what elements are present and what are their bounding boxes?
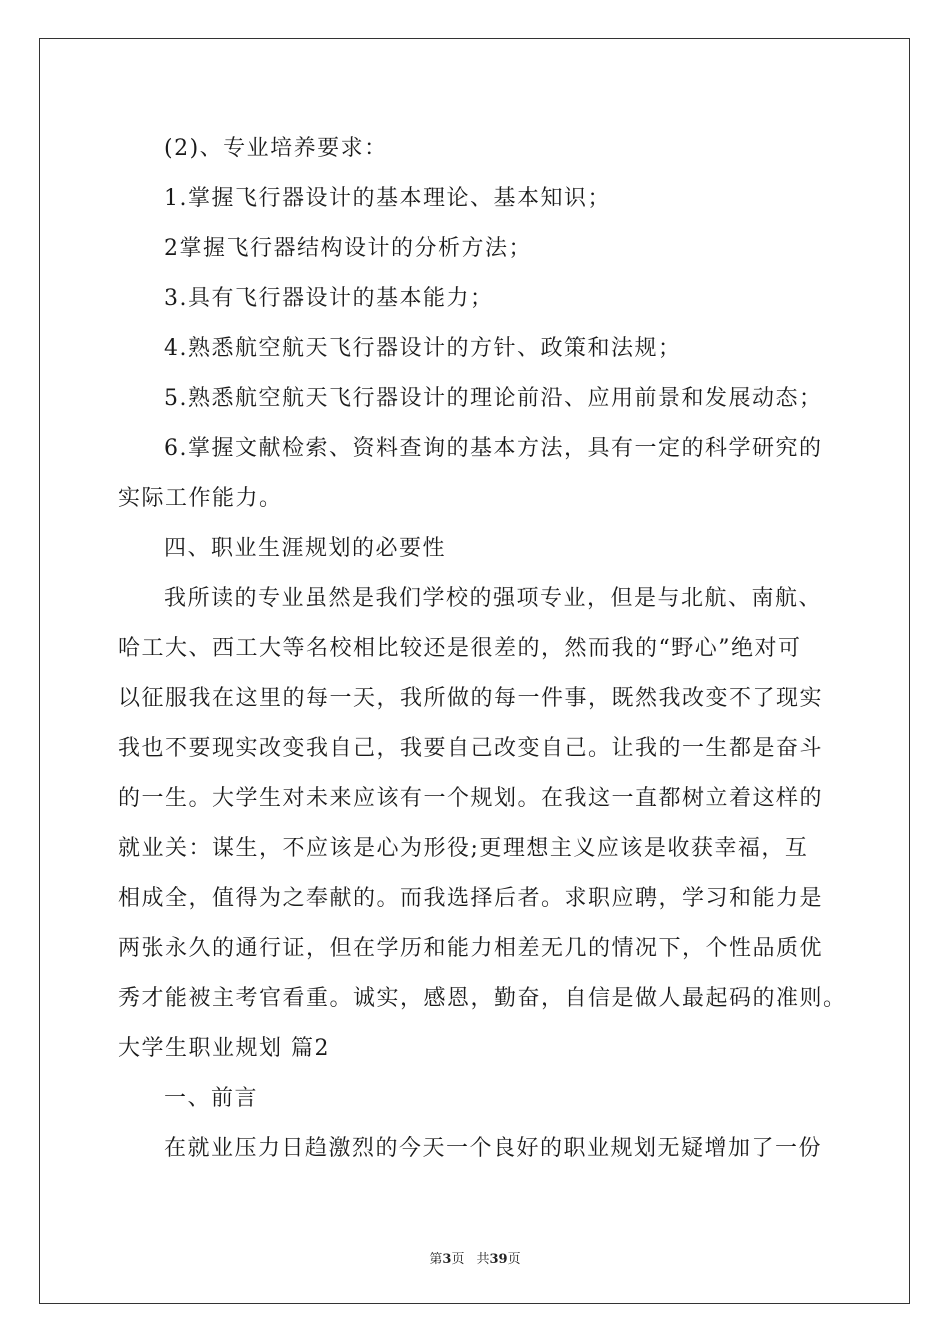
text-line: 1.掌握飞行器设计的基本理论、基本知识； xyxy=(164,186,611,211)
text-line: 就业关：谋生，不应该是心为形役;更理想主义应该是收获幸福，互 xyxy=(118,836,809,861)
text-line: 5.熟悉航空航天飞行器设计的理论前沿、应用前景和发展动态； xyxy=(164,386,823,411)
text-line: 3.具有飞行器设计的基本能力； xyxy=(164,286,494,311)
total-label-prefix: 共 xyxy=(476,1252,490,1267)
text-line: 在就业压力日趋激烈的今天一个良好的职业规划无疑增加了一份 xyxy=(164,1136,823,1161)
page-label-prefix: 第 xyxy=(429,1252,443,1267)
section-heading: 一、前言 xyxy=(164,1086,259,1111)
text-line: 6.掌握文献检索、资料查询的基本方法，具有一定的科学研究的 xyxy=(164,436,823,461)
document-body xyxy=(118,124,847,1174)
text-line: 我也不要现实改变我自己，我要自己改变自己。让我的一生都是奋斗 xyxy=(118,736,824,761)
text-line: 我所读的专业虽然是我们学校的强项专业，但是与北航、南航、 xyxy=(164,586,823,611)
total-pages: 39 xyxy=(489,1252,508,1267)
text-line: 哈工大、西工大等名校相比较还是很差的，然而我的“野心”绝对可 xyxy=(118,636,802,661)
text-line: 的一生。大学生对未来应该有一个规划。在我这一直都树立着这样的 xyxy=(118,786,824,811)
text-line: (2)、专业培养要求： xyxy=(164,136,388,161)
section-heading: 四、职业生涯规划的必要性 xyxy=(164,536,447,561)
page-footer xyxy=(0,1248,950,1267)
text-line: 相成全，值得为之奉献的。而我选择后者。求职应聘，学习和能力是 xyxy=(118,886,824,911)
page-number: 3 xyxy=(442,1252,452,1267)
total-label-suffix: 页 xyxy=(507,1252,521,1267)
text-line: 以征服我在这里的每一天，我所做的每一件事，既然我改变不了现实 xyxy=(118,686,824,711)
text-line: 两张永久的通行证，但在学历和能力相差无几的情况下，个性品质优 xyxy=(118,936,824,961)
article-title: 大学生职业规划 篇2 xyxy=(118,1036,330,1061)
text-line: 4.熟悉航空航天飞行器设计的方针、政策和法规； xyxy=(164,336,682,361)
text-line: 2掌握飞行器结构设计的分析方法； xyxy=(164,236,532,261)
text-line: 实际工作能力。 xyxy=(118,486,283,511)
page-label-suffix: 页 xyxy=(451,1252,465,1267)
text-line: 秀才能被主考官看重。诚实，感恩，勤奋，自信是做人最起码的准则。 xyxy=(118,986,847,1011)
